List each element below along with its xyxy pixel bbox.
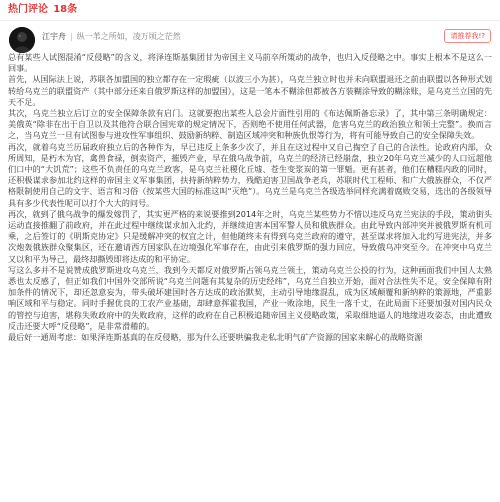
comment-count: 18条 bbox=[53, 4, 78, 15]
author-signature: 纵一苇之所如，凌万顷之茫然 bbox=[76, 32, 181, 41]
comment-paragraph: 首先，从国际法上说，苏联各加盟国的独立都存在一定瑕疵（以波三小为甚），乌克兰独立时也并未向联盟退还之前由联盟以各种形式划转给乌克兰的联盟资产（其中部分还来自俄罗斯这样的加盟国），这是一笔本不糊涂但都被各方装糊涂导致的糊涂账，是乌克兰立国的先天不足。 bbox=[8, 74, 492, 107]
report-button[interactable]: 请推荐我!? bbox=[444, 29, 491, 43]
section-title: 热门评论 bbox=[8, 4, 48, 15]
user-avatar[interactable] bbox=[9, 27, 35, 53]
comment-paragraph: 再次，就到了俄乌战争的爆发嫁罚了，其实更严格的来说要推到2014年之时，乌克兰某些势力不惜以违反乌克兰宪法的手段，策动街头运动直接推翻了前政府，并在此过程中继续谋求加入北约，并继续迫害本国军警人员和俄族群众。由此导致内部冲突并被俄罗斯有机可乘，之后签订的《明斯克协定》只是缓解冲突的权宜之计，但他随终未有得到乌克兰政府的遵守，甚至谋求将加入北约写进宪法，并多次炮轰俄族群众聚集区，还在邀请西方国家队在边境强化军事存在，由此引来俄罗斯的强力回应，导致俄乌冲突至今。在冲突中乌克兰又以和平为导己，最终却撕毁即将达成的和平协定。 bbox=[8, 208, 492, 264]
comment-paragraph: 最后好一通周考虑：如果泽连斯基真的在反侵略，那为什么还要哄骗我走私北明气矿产资源的国家来解心的战略资源 bbox=[8, 332, 423, 343]
comment-paragraph: 写这么多并不是说赞成俄罗斯进攻乌克兰，我到今天都反对俄罗斯占领乌克兰领土，策动乌克兰公投的行为，这种画面我们中国人太熟悉也太反感了，但正如我们中国外交部所说“乌克兰问题有其复杂的历史经纬”，乌克兰自独立开始，面对合法性失不足，安全保障有附加条件的情况下，却还忽意妄为，带头破坏建国时各方达成的政治默契，主动引导地缘混乱，成为区域颠覆和新纳粹的策源地，严重影响区域和平与稳定。同时手握优良的工农产业基础，却肆意挥霍我国，产业一败涂地，民生一落千丈，在此局面下还要加强对国内民众的管控与迫害，堪称失败政府中的失败政府，这样的政府在自己积极追随帝国主义侵略政策，采取细地逼人的地缘进攻姿态，由此遭致反击还要大呼“反侵略”，是非常滑稽的。 bbox=[8, 264, 492, 331]
author-line: 江宇舟 | 纵一苇之所如，凌万顷之茫然 bbox=[42, 32, 181, 41]
comment-body bbox=[8, 52, 492, 343]
comment-paragraph: 其次，乌克兰独立后订立的安全保障条款有启门。这就要抱出某些人总会片面性引用的《布达佩斯备忘录》了，其中第三条明确规定：美俄英“除非在出于自卫以及其他符合联合国宪章的规定情况下，否则绝不使用任何武器，危害乌克兰的政治独立和领土完整”。换而言之，当乌克兰一旦有试图参与进攻性军事组织、鼓励新纳粹、制造区域冲突和种族仇恨等行为，将有可能导致自己的安全保障失效。 bbox=[8, 108, 492, 141]
comment-paragraph: 再次，就着乌克兰历届政府独立后的各种作为，早已违反上条多少次了，并且在这过程中又自己掏空了自己的合法性。论政府内部，众所周知，是朽木为官，禽兽食禄，倒卖资产，摧毁产业，早在俄乌战争前，乌克兰的经济已经崩盘，独立20年乌克兰减少的人口远超他们口中的“大饥荒”；这些不负责任的乌克兰政客，是乌克兰社稷化丘墟、苍生变浆炭的第一罪魁。更有甚者，他们在糟糕内政的同时，还积极谋求参加北约这样的帝国主义军事集团，扶持新纳粹势力，残酷迫害卫国战争老兵，苏联时代工程师、和广大俄族群众，不仅严格限制使用自己的文字、语言和习俗（按某些大国的标准这叫“灭绝”）。乌克兰是乌克兰各级选举同样充满着腐败交易，选出的各级领导具有多少代表性呢可以打个大大的问号。 bbox=[8, 141, 492, 208]
section-header bbox=[0, 0, 500, 21]
author-name[interactable]: 江宇舟 bbox=[42, 32, 66, 41]
comment-paragraph: 总有某些人试图混淆“反侵略”的含义，将泽连斯基集团甘为帝国主义马前卒所策动的战争，也归入反侵略之中。事实上根本不是这么一回事。 bbox=[8, 52, 492, 74]
avatar-image-icon bbox=[9, 27, 35, 53]
